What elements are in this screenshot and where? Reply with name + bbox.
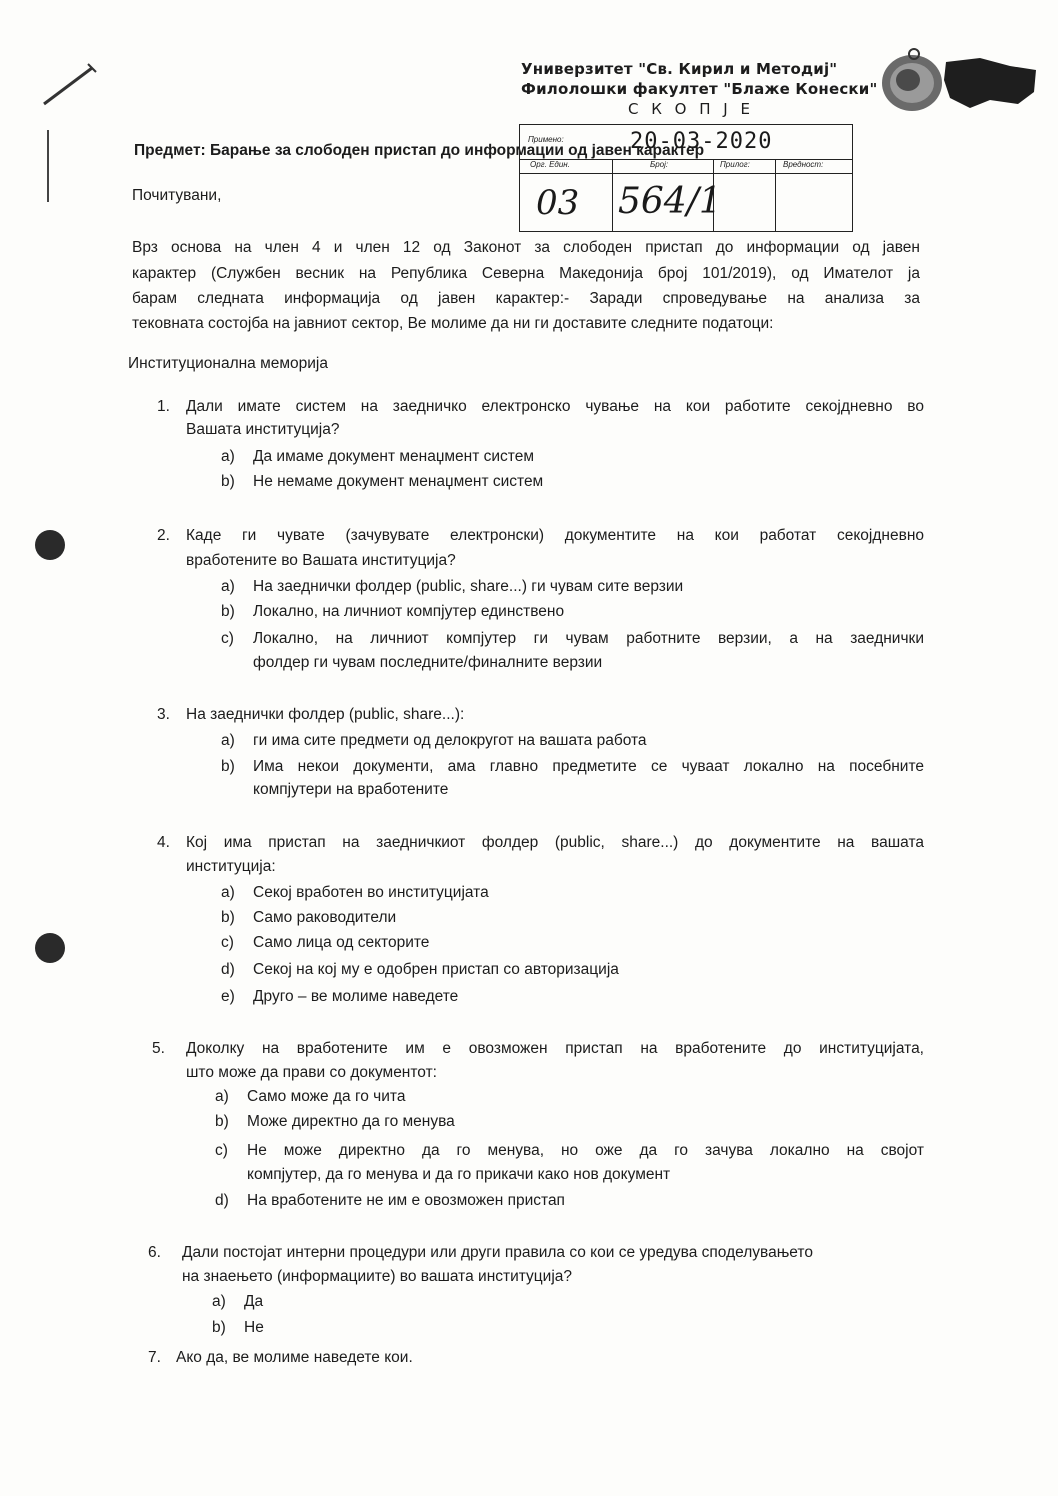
option-text: ги има сите предмети од делокругот на вашата работа [253, 732, 647, 749]
option-text: Секој вработен во институцијата [253, 884, 489, 901]
option-letter: a) [221, 448, 235, 465]
redaction-mark [940, 52, 1040, 112]
question-text: вработените во Вашата институција? [186, 552, 456, 569]
greeting: Почитувани, [132, 187, 222, 204]
punch-hole [35, 933, 65, 963]
option-letter: d) [215, 1192, 229, 1209]
option-letter: a) [215, 1088, 229, 1105]
option-letter: b) [221, 473, 235, 490]
stamp-org-unit-label: Орг. Един. [530, 160, 570, 169]
option-text: Не [244, 1319, 264, 1336]
option-text: Само може да го чита [247, 1088, 406, 1105]
question-text: Ако да, ве молиме наведете кои. [176, 1349, 413, 1366]
option-text: Само раководители [253, 909, 397, 926]
option-letter: b) [221, 758, 235, 775]
subject-line: Предмет: Барање за слободен пристап до информации од јавен карактер [134, 142, 705, 159]
intro-line: тековната состојба на јавниот сектор, Ве молиме да ни ги доставите следните податоци: [132, 315, 774, 332]
option-text: Да имаме документ менаџмент систем [253, 448, 534, 465]
option-letter: e) [221, 988, 235, 1005]
question-number: 3. [157, 706, 170, 723]
question-number: 1. [157, 398, 170, 415]
stamp-number-label: Број: [650, 160, 669, 169]
question-text: Доколку на вработените им е овозможен пристап на вработените до институцијата, [186, 1040, 924, 1057]
stamp-number-value: 564/1 [618, 181, 722, 222]
question-text: Дали постојат интерни процедури или други правила со кои се уредува споделувањето [182, 1244, 813, 1261]
option-text: фолдер ги чувам последните/финалните верзии [253, 654, 603, 671]
option-letter: d) [221, 961, 235, 978]
option-letter: a) [212, 1293, 226, 1310]
option-text: компјутери на вработените [253, 781, 449, 798]
option-letter: b) [212, 1319, 226, 1336]
question-text: Каде ги чувате (зачувувате електронски) документите на кои работат секојдневно [186, 527, 924, 544]
intro-line: барам следната информација од јавен карактер:- Заради спроведување на анализа за [132, 290, 920, 307]
option-text: Друго – ве молиме наведете [253, 988, 459, 1005]
question-text: Вашата институција? [186, 421, 340, 438]
question-number: 7. [148, 1349, 161, 1366]
question-text: институција: [186, 858, 276, 875]
option-text: Локално, на личниот компјутер единствено [253, 603, 565, 620]
question-number: 5. [152, 1040, 165, 1057]
faculty-seal-icon [874, 48, 950, 114]
option-letter: a) [221, 578, 235, 595]
option-letter: b) [215, 1113, 229, 1130]
option-letter: a) [221, 884, 235, 901]
stamp-org-unit-value: 03 [536, 183, 580, 223]
staple-mark [30, 60, 110, 210]
stamp-received-date: 20-03-2020 [630, 129, 773, 154]
city-name: С К О П Ј Е [628, 100, 754, 118]
option-letter: a) [221, 732, 235, 749]
question-number: 2. [157, 527, 170, 544]
option-letter: c) [221, 630, 234, 647]
option-text: компјутер, да го менува и да го прикачи како нов документ [247, 1166, 671, 1183]
stamp-attachment-label: Прилог: [720, 160, 750, 169]
option-letter: c) [215, 1142, 228, 1159]
stamp-value-label: Вредност: [783, 160, 824, 169]
option-text: Може директно да го менува [247, 1113, 455, 1130]
option-text: Локално, на личниот компјутер ги чувам работните верзии, а на заеднички [253, 630, 924, 647]
receipt-stamp [519, 124, 853, 232]
question-text: Дали имате систем на заедничко електронско чување на кои работите секојдневно во [186, 398, 924, 415]
question-text: што може да прави со документот: [186, 1064, 437, 1081]
punch-hole [35, 530, 65, 560]
university-name: Универзитет "Св. Кирил и Методиј" [521, 60, 838, 78]
question-text: Кој има пристап на заедничкиот фолдер (public, share...) до документите на вашата [186, 834, 924, 851]
option-text: Да [244, 1293, 264, 1310]
option-text: Не немаме документ менаџмент систем [253, 473, 544, 490]
option-text: На вработените не им е овозможен пристап [247, 1192, 565, 1209]
option-text: Секој на кој му е одобрен пристап со авторизација [253, 961, 619, 978]
intro-line: Врз основа на член 4 и член 12 од Законот за слободен пристап до информации од јавен [132, 239, 920, 256]
section-title: Институционална меморија [128, 355, 328, 372]
stamp-received-label: Примено: [528, 135, 564, 144]
faculty-name: Филолошки факултет "Блаже Конески" [521, 80, 878, 98]
option-text: Не може директно да го менува, но оже да го зачува локално на својот [247, 1142, 924, 1159]
option-text: На заеднички фолдер (public, share...) ги чувам сите верзии [253, 578, 684, 595]
intro-line: карактер (Службен весник на Република Северна Македонија број 101/2019), од Имателот ја [132, 265, 920, 282]
option-letter: c) [221, 934, 234, 951]
question-text: На заеднички фолдер (public, share...): [186, 706, 465, 723]
option-letter: b) [221, 909, 235, 926]
option-text: Има некои документи, ама главно предметите се чуваат локално на посебните [253, 758, 924, 775]
question-text: на знаењето (информациите) во вашата институција? [182, 1268, 573, 1285]
option-text: Само лица од секторите [253, 934, 430, 951]
question-number: 6. [148, 1244, 161, 1261]
question-number: 4. [157, 834, 170, 851]
option-letter: b) [221, 603, 235, 620]
